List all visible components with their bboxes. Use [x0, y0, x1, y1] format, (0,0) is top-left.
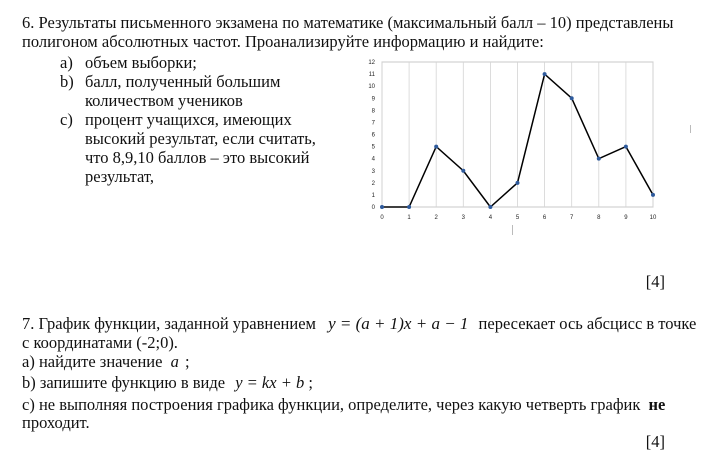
q7-line1-pre: 7. График функции, заданной уравнением — [22, 314, 316, 333]
data-point — [407, 205, 411, 209]
stray-mark — [512, 225, 513, 235]
x-tick-label: 6 — [542, 215, 547, 221]
q7-c-bold: не — [648, 395, 666, 414]
item-text: высокий результат, если считать, — [85, 129, 316, 148]
x-tick-label: 4 — [488, 215, 493, 221]
x-tick-label: 9 — [624, 215, 628, 221]
q7-c-line2: проходит. — [22, 413, 90, 432]
y-tick-label: 6 — [371, 132, 375, 139]
x-tick-label: 8 — [597, 215, 601, 221]
frequency-polygon-chart — [360, 52, 690, 237]
q7-marks: [4] — [645, 432, 665, 451]
item-text: объем выборки; — [85, 53, 197, 72]
x-tick-label: 0 — [380, 215, 384, 221]
q7-a-var: a — [170, 352, 179, 371]
y-tick-label: 10 — [368, 84, 375, 91]
y-tick-label: 12 — [368, 60, 375, 66]
q7-line1-post: пересекает ось абсцисс в точке — [478, 314, 697, 333]
q7-part-c — [22, 395, 665, 414]
data-point — [543, 72, 547, 76]
data-point — [434, 145, 438, 149]
data-point — [380, 205, 384, 209]
y-tick-label: 4 — [371, 156, 375, 163]
data-point — [461, 169, 465, 173]
item-text: количеством учеников — [85, 91, 243, 110]
data-point — [570, 96, 574, 100]
q6-line2: полигоном абсолютных частот. Проанализируйте информацию и найдите: — [22, 32, 544, 51]
data-point — [597, 157, 601, 161]
x-tick-label: 2 — [434, 215, 438, 221]
y-tick-label: 3 — [371, 168, 375, 175]
y-tick-label: 5 — [371, 144, 375, 151]
x-tick-label: 10 — [649, 215, 657, 221]
q6-line1: 6. Результаты письменного экзамена по математике (максимальный балл – 10) представлены — [22, 13, 674, 32]
item-letter: a) — [60, 53, 73, 72]
q7-c-pre: c) не выполняя построения графика функции, определите, через какую четверть график — [22, 395, 641, 414]
stray-mark — [690, 125, 691, 133]
q7-part-a — [22, 352, 190, 371]
x-tick-label: 7 — [570, 215, 574, 221]
q7-b-pre: b) запишите функцию в виде — [22, 373, 226, 392]
y-tick-label: 2 — [371, 180, 375, 187]
data-point — [651, 193, 655, 197]
x-tick-label: 1 — [407, 215, 411, 221]
q7-equation: y = (a + 1)x + a − 1 — [328, 314, 469, 333]
q7-a-pre: а) найдите значение — [22, 352, 163, 371]
item-text: что 8,9,10 баллов – это высокий — [85, 148, 310, 167]
data-point — [488, 205, 492, 209]
item-text: процент учащихся, имеющих — [85, 110, 292, 129]
y-tick-label: 8 — [371, 108, 375, 115]
x-tick-label: 5 — [515, 215, 520, 221]
x-tick-label: 3 — [461, 215, 465, 221]
y-tick-label: 9 — [371, 96, 375, 103]
q7-b-equation: y = kx + b — [235, 373, 305, 392]
data-point — [624, 145, 628, 149]
item-letter: c) — [60, 110, 73, 129]
item-letter: b) — [60, 72, 74, 91]
y-tick-label: 1 — [371, 192, 375, 199]
q7-a-post: ; — [184, 352, 190, 371]
q7-part-b — [22, 373, 313, 392]
item-text: балл, полученный большим — [85, 72, 281, 91]
item-text: результат, — [85, 167, 155, 186]
q7-line1 — [22, 314, 696, 333]
q7-line2: с координатами (-2;0). — [22, 333, 178, 352]
y-tick-label: 7 — [371, 120, 375, 127]
q7-b-post: ; — [308, 373, 313, 392]
y-tick-label: 0 — [371, 205, 375, 211]
data-point — [516, 181, 520, 185]
q6-marks: [4] — [645, 272, 665, 291]
y-tick-label: 11 — [368, 72, 375, 79]
